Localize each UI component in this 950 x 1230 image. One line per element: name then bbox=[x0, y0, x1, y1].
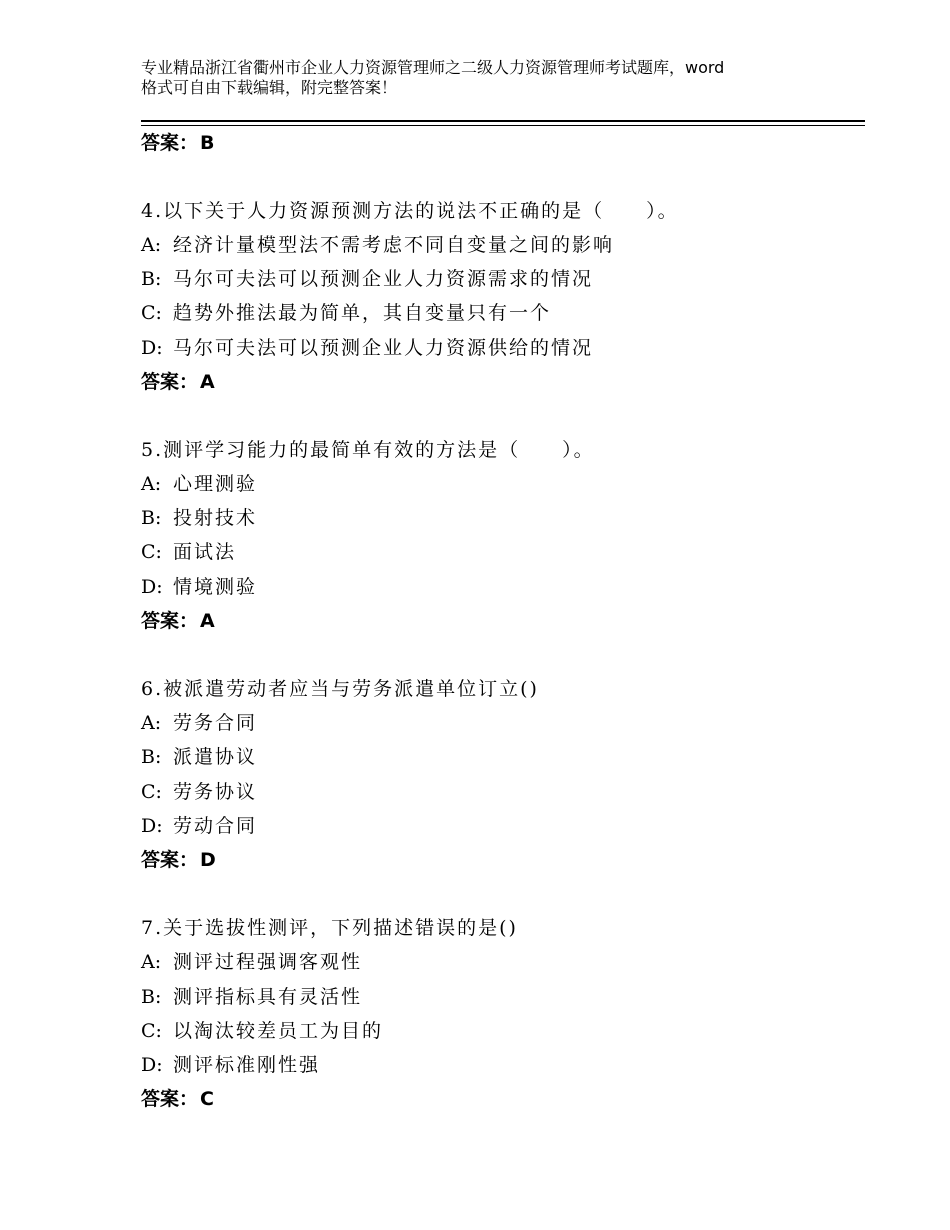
option-letter: C: bbox=[141, 302, 162, 324]
option-letter: A: bbox=[141, 951, 162, 973]
question-title-6: 6.被派遣劳动者应当与劳务派遣单位订立() bbox=[141, 678, 539, 700]
answer-value: D bbox=[200, 849, 216, 871]
option-text: 以淘汰较差员工为目的 bbox=[173, 1020, 384, 1042]
option-text: 经济计量模型法不需考虑不同自变量之间的影响 bbox=[173, 234, 615, 256]
option-letter: D: bbox=[141, 815, 163, 837]
header-line-2: 格式可自由下载编辑，附完整答案！ bbox=[141, 78, 398, 97]
option-letter: A: bbox=[141, 712, 162, 734]
question-4-option-b bbox=[141, 267, 593, 291]
question-6-option-b bbox=[141, 745, 257, 769]
header-rule-thin bbox=[141, 125, 865, 126]
option-text: 心理测验 bbox=[173, 473, 258, 495]
question-6-option-d bbox=[141, 814, 257, 838]
answer-label: 答案： bbox=[141, 1088, 199, 1110]
question-title-5: 5.测评学习能力的最简单有效的方法是（ ）。 bbox=[141, 439, 595, 461]
option-letter: A: bbox=[141, 234, 162, 256]
option-letter: D: bbox=[141, 337, 163, 359]
question-7-option-c bbox=[141, 1019, 383, 1043]
question-4-option-d bbox=[141, 336, 593, 360]
document-header bbox=[141, 58, 841, 98]
answer-line-7 bbox=[141, 1087, 214, 1111]
option-text: 测评标准刚性强 bbox=[173, 1054, 321, 1076]
answer-label: 答案： bbox=[141, 849, 199, 871]
option-letter: B: bbox=[141, 986, 162, 1008]
option-text: 劳务协议 bbox=[173, 781, 258, 803]
header-rule-thick bbox=[141, 120, 865, 122]
option-text: 劳务合同 bbox=[173, 712, 258, 734]
option-text: 面试法 bbox=[173, 541, 237, 563]
question-5-option-b bbox=[141, 506, 257, 530]
answer-value: B bbox=[200, 132, 215, 154]
question-5-option-d bbox=[141, 575, 257, 599]
option-text: 情境测验 bbox=[173, 576, 258, 598]
answer-label: 答案： bbox=[141, 132, 199, 154]
question-7-option-d bbox=[141, 1053, 320, 1077]
question-title-7: 7.关于选拔性测评，下列描述错误的是() bbox=[141, 917, 518, 939]
answer-line-prev bbox=[141, 131, 215, 155]
answer-label: 答案： bbox=[141, 610, 199, 632]
answer-line-6 bbox=[141, 848, 216, 872]
question-4-option-a bbox=[141, 233, 614, 257]
option-text: 投射技术 bbox=[173, 507, 258, 529]
option-letter: B: bbox=[141, 507, 162, 529]
header-line-1: 专业精品浙江省衢州市企业人力资源管理师之二级人力资源管理师考试题库，word bbox=[141, 58, 725, 77]
option-letter: D: bbox=[141, 576, 163, 598]
question-5-option-a bbox=[141, 472, 257, 496]
option-text: 马尔可夫法可以预测企业人力资源供给的情况 bbox=[173, 337, 594, 359]
option-letter: C: bbox=[141, 781, 162, 803]
question-5-option-c bbox=[141, 540, 236, 564]
option-letter: C: bbox=[141, 1020, 162, 1042]
question-7-option-b bbox=[141, 985, 362, 1009]
option-text: 马尔可夫法可以预测企业人力资源需求的情况 bbox=[173, 268, 594, 290]
answer-line-4 bbox=[141, 370, 215, 394]
question-4-option-c bbox=[141, 301, 551, 325]
option-letter: D: bbox=[141, 1054, 163, 1076]
question-title-4: 4.以下关于人力资源预测方法的说法不正确的是（ ）。 bbox=[141, 200, 679, 222]
option-letter: B: bbox=[141, 268, 162, 290]
option-letter: C: bbox=[141, 541, 162, 563]
option-text: 趋势外推法最为简单，其自变量只有一个 bbox=[173, 302, 552, 324]
question-6-option-a bbox=[141, 711, 257, 735]
answer-label: 答案： bbox=[141, 371, 199, 393]
option-text: 测评指标具有灵活性 bbox=[173, 986, 363, 1008]
option-text: 测评过程强调客观性 bbox=[173, 951, 363, 973]
option-text: 劳动合同 bbox=[173, 815, 258, 837]
option-letter: A: bbox=[141, 473, 162, 495]
answer-value: A bbox=[200, 371, 215, 393]
question-6-option-c bbox=[141, 780, 257, 804]
answer-line-5 bbox=[141, 609, 215, 633]
answer-value: C bbox=[200, 1088, 214, 1110]
question-7-option-a bbox=[141, 950, 362, 974]
option-text: 派遣协议 bbox=[173, 746, 258, 768]
option-letter: B: bbox=[141, 746, 162, 768]
answer-value: A bbox=[200, 610, 215, 632]
